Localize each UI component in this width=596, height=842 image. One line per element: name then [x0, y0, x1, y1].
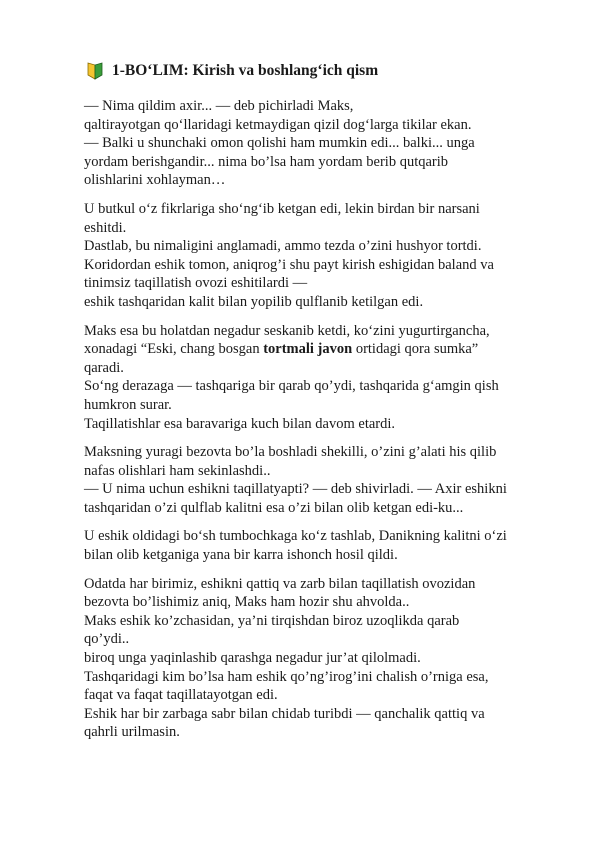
text-line: — U nima uchun eshikni taqillatyapti? — deb shivirladi. — Axir eshikni [84, 481, 507, 498]
text-line: — Balki u shunchaki omon qolishi ham mumkin edi... balki... unga [84, 135, 475, 152]
paragraph [84, 97, 564, 190]
text-line: xonadagi “Eski, chang bosgan tortmali javon ortidagi qora sumka” [84, 341, 479, 358]
paragraph [84, 575, 564, 742]
text-line: qahrli urilmasin. [84, 724, 180, 741]
text-line: Dastlab, bu nimaligini anglamadi, ammo tezda o’zini hushyor tortdi. [84, 238, 482, 255]
text-line: qaltirayotgan qo‘llaridagi ketmaydigan qizil dog‘larga tikilar ekan. [84, 116, 472, 133]
text-line: Koridordan eshik tomon, aniqrog’i shu payt kirish eshigidan baland va [84, 256, 494, 273]
text-line: Eshik har bir zarbaga sabr bilan chidab turibdi — qanchalik qattiq va [84, 705, 485, 722]
text-line: biroq unga yaqinlashib qarashga negadur jur’at qilolmadi. [84, 650, 421, 667]
text-line: Taqillatishlar esa baravariga kuch bilan davom etardi. [84, 415, 396, 432]
text-line: tinimsiz taqillatish ovozi eshitilardi — [84, 275, 308, 292]
text-line: Maks esa bu holatdan negadur seskanib ketdi, ko‘zini yugurtirgancha, [84, 322, 490, 339]
body-text [84, 97, 564, 742]
paragraph [84, 322, 564, 434]
section-heading [84, 60, 564, 82]
section-title: 1-BO‘LIM: Kirish va boshlang‘ich qism [112, 62, 379, 79]
text-line: humkron surar. [84, 396, 172, 413]
text-line: bezovta bo’lishimiz aniq, Maks ham hozir shu ahvolda.. [84, 594, 410, 611]
text-line: qo’ydi.. [84, 631, 130, 648]
text-line: yordam berishgandir... nima bo’lsa ham yordam berib qutqarib [84, 153, 449, 170]
document-page [84, 60, 564, 752]
text-line: Maks eshik ko’zchasidan, ya’ni tirqishdan biroz uzoqlikda qarab [84, 612, 460, 629]
text-line: eshik tashqaridan kalit bilan yopilib qulflanib ketilgan edi. [84, 293, 424, 310]
paragraph [84, 527, 564, 564]
text-line: eshitdi. [84, 219, 127, 236]
bold-phrase: tortmali javon [263, 341, 353, 358]
text-line: tashqaridan o’zi qulflab kalitni esa o’zi bilan olib ketgan edi-ku... [84, 499, 464, 516]
text-line: olishlarini xohlayman… [84, 172, 226, 189]
text-line: Maksning yuragi bezovta bo’la boshladi shekilli, o’zini g’alati his qilib [84, 444, 497, 461]
text-line: U eshik oldidagi bo‘sh tumbochkaga ko‘z tashlab, Danikning kalitni o‘zi [84, 528, 507, 545]
text-line: nafas olishlari ham sekinlashdi.. [84, 462, 271, 479]
paragraph [84, 443, 564, 517]
text-line: qaradi. [84, 359, 124, 376]
text-line: Odatda har birimiz, eshikni qattiq va zarb bilan taqillatish ovozidan [84, 575, 476, 592]
text-line: bilan olib ketganiga yana bir karra ishonch hosil qildi. [84, 547, 398, 564]
text-line: U butkul o‘z fikrlariga sho‘ng‘ib ketgan edi, lekin birdan bir narsani [84, 200, 480, 217]
text-line: — Nima qildim axir... — deb pichirladi Maks, [84, 98, 354, 114]
text-line: Tashqaridagi kim bo’lsa ham eshik qo’ng’irog’ini chalish o’rniga esa, [84, 668, 489, 685]
beginner-leaf-icon [84, 62, 106, 80]
text-line: So‘ng derazaga — tashqariga bir qarab qo’ydi, tashqarida g‘amgin qish [84, 378, 499, 395]
text-line: faqat va faqat taqillatayotgan edi. [84, 687, 278, 704]
paragraph [84, 200, 564, 312]
